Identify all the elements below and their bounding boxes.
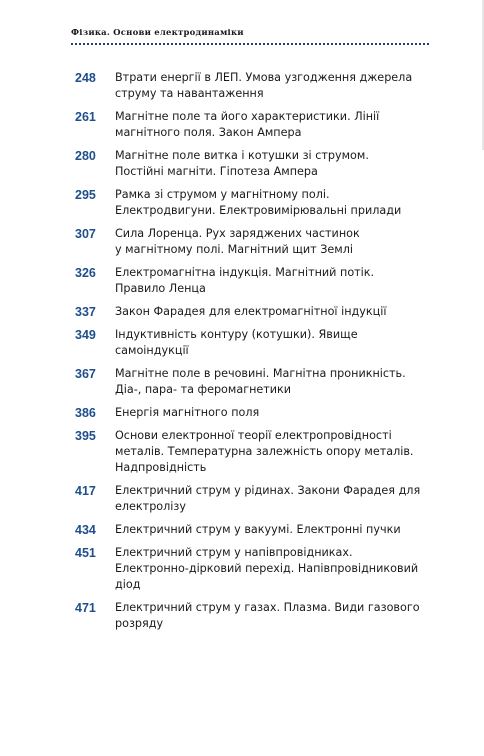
toc-entry	[75, 226, 420, 258]
toc-title-line: Енергія магнітного поля	[115, 406, 260, 419]
toc-title-line: Магнітне поле та його характеристики. Лінії	[115, 110, 380, 123]
toc-title-line: Закон Фарадея для електромагнітної індукції	[115, 305, 387, 318]
toc-title-line: Сила Лоренца. Рух заряджених частинок	[115, 227, 360, 240]
toc-title-line: Індуктивність контуру (котушки). Явище	[115, 328, 358, 341]
toc-page-number: 261	[75, 110, 96, 124]
toc-title-line: Електричний струм у рідинах. Закони Фарадея для	[115, 484, 421, 497]
toc-title-line: металів. Температурна залежність опору металів.	[115, 445, 414, 458]
toc-entry	[75, 148, 420, 180]
running-title: Фізика. Основи електродинаміки	[71, 28, 244, 38]
toc-title-line: струму та навантаження	[115, 87, 264, 100]
toc-entry	[75, 109, 420, 141]
toc-title-line: Магнітне поле витка і котушки зі струмом.	[115, 149, 369, 162]
toc-entry-title	[115, 428, 420, 476]
header-dotted-rule	[71, 43, 429, 45]
toc-entry-title	[115, 70, 420, 102]
toc-entry	[75, 366, 420, 398]
toc-entry	[75, 70, 420, 102]
table-of-contents	[75, 70, 420, 632]
toc-title-line: Електричний струм у газах. Плазма. Види газового	[115, 601, 420, 614]
toc-entry-title	[115, 522, 420, 538]
toc-title-line: розряду	[115, 617, 164, 630]
toc-entry-title	[115, 327, 420, 359]
toc-title-line: діод	[115, 578, 141, 591]
toc-entry	[75, 600, 420, 632]
toc-entry	[75, 187, 420, 219]
toc-page-number: 471	[75, 601, 96, 615]
toc-entry-title	[115, 366, 420, 398]
toc-title-line: Рамка зі струмом у магнітному полі.	[115, 188, 330, 201]
toc-entry	[75, 522, 420, 538]
running-header	[71, 28, 429, 45]
toc-entry-title	[115, 265, 420, 297]
toc-page-number: 248	[75, 71, 96, 85]
toc-page-number: 451	[75, 546, 96, 560]
toc-title-line: електролізу	[115, 500, 186, 513]
toc-entry-title	[115, 545, 420, 593]
toc-entry	[75, 304, 420, 320]
toc-entry	[75, 265, 420, 297]
toc-page-number: 395	[75, 429, 96, 443]
toc-entry	[75, 483, 420, 515]
toc-page-number: 417	[75, 484, 96, 498]
toc-entry	[75, 428, 420, 476]
toc-title-line: у магнітному полі. Магнітний щит Землі	[115, 243, 353, 256]
toc-title-line: Електричний струм у напівпровідниках.	[115, 546, 353, 559]
toc-entry-title	[115, 483, 420, 515]
toc-title-line: Магнітне поле в речовині. Магнітна проникність.	[115, 367, 406, 380]
toc-title-line: Діа-, пара- та феромагнетики	[115, 383, 292, 396]
toc-page-number: 307	[75, 227, 96, 241]
toc-page-number: 434	[75, 523, 96, 537]
toc-title-line: Електромагнітна індукція. Магнітний потік.	[115, 266, 375, 279]
toc-entry-title	[115, 187, 420, 219]
toc-entry-title	[115, 148, 420, 180]
toc-title-line: Основи електронної теорії електропровідності	[115, 429, 392, 442]
toc-title-line: Електронно-дірковий перехід. Напівпровідниковий	[115, 562, 419, 575]
toc-entry-title	[115, 109, 420, 141]
toc-title-line: Постійні магніти. Гіпотеза Ампера	[115, 165, 318, 178]
toc-title-line: магнітного поля. Закон Ампера	[115, 126, 302, 139]
toc-title-line: Надпровідність	[115, 461, 207, 474]
toc-entry-title	[115, 600, 420, 632]
toc-title-line: Електродвигуни. Електровимірювальні прилади	[115, 204, 402, 217]
toc-page-number: 337	[75, 305, 96, 319]
toc-title-line: Правило Ленца	[115, 282, 206, 295]
toc-entry	[75, 545, 420, 593]
toc-entry-title	[115, 304, 420, 320]
toc-title-line: Електричний струм у вакуумі. Електронні пучки	[115, 523, 401, 536]
toc-entry-title	[115, 226, 420, 258]
toc-page-number: 280	[75, 149, 96, 163]
toc-entry-title	[115, 405, 420, 421]
toc-page-number: 386	[75, 406, 96, 420]
toc-page-number: 349	[75, 328, 96, 342]
toc-title-line: самоіндукції	[115, 344, 189, 357]
toc-title-line: Втрати енергії в ЛЕП. Умова узгодження джерела	[115, 71, 413, 84]
toc-entry	[75, 405, 420, 421]
toc-page-number: 295	[75, 188, 96, 202]
toc-entry	[75, 327, 420, 359]
toc-page-number: 367	[75, 367, 96, 381]
toc-page-number: 326	[75, 266, 96, 280]
